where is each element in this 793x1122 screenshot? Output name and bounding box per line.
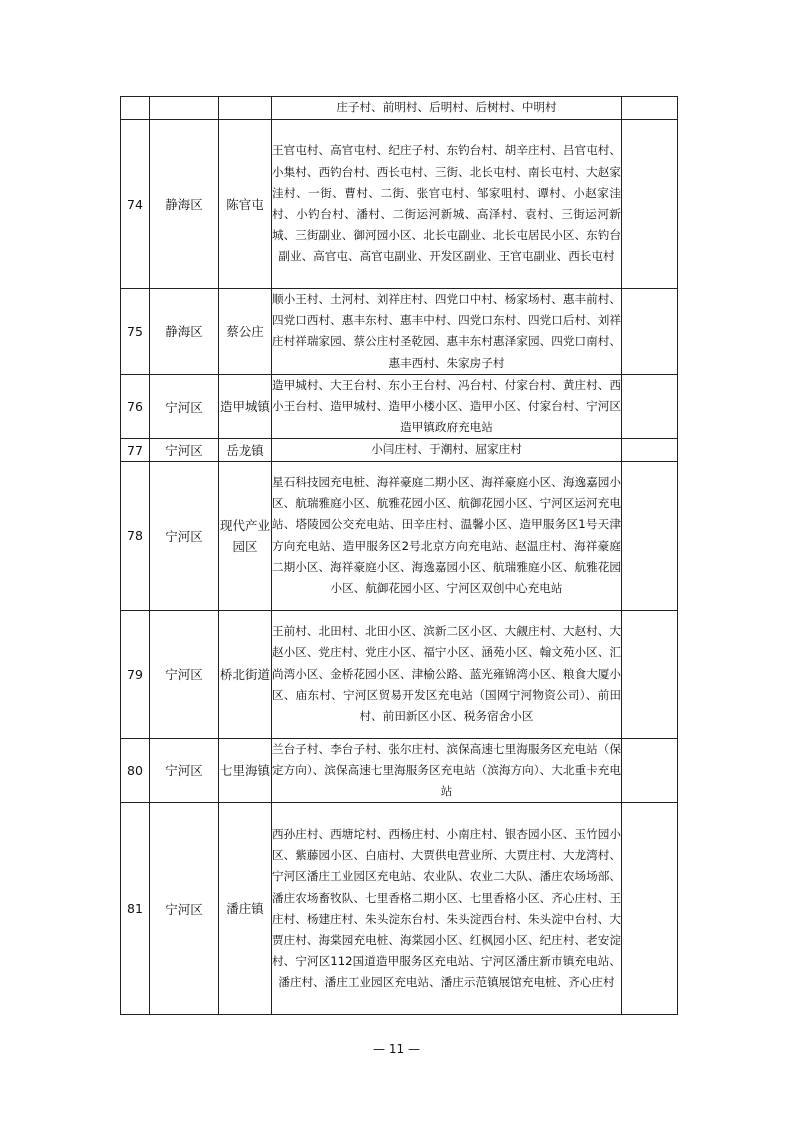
town-cell: 岳龙镇 — [219, 439, 272, 461]
row-number — [121, 97, 150, 120]
district-cell: 宁河区 — [150, 374, 219, 439]
table-row — [121, 738, 678, 803]
villages-cell: 小闫庄村、于潮村、屈家庄村 — [272, 439, 622, 461]
row-number: 78 — [121, 461, 150, 610]
table-row — [121, 374, 678, 439]
table-row — [121, 97, 678, 120]
district-cell: 宁河区 — [150, 803, 219, 1015]
row-number: 77 — [121, 439, 150, 461]
villages-cell: 王前村、北田村、北田小区、滨新二区小区、大觎庄村、大赵村、大赵小区、党庄村、党庄小区、福宁小区、涵苑小区、翰文苑小区、汇尚湾小区、金桥花园小区、津榆公路、蓝光雍锦湾小区、粮食大厦小区、庙东村、宁河区贸易开发区充电站（国网宁河物资公司）、前田村、前田新区小区、税务宿舍小区 — [272, 610, 622, 738]
row-number: 79 — [121, 610, 150, 738]
villages-cell: 星石科技园充电桩、海祥豪庭二期小区、海祥豪庭小区、海逸嘉园小区、航瑞雅庭小区、航雅花园小区、航御花园小区、宁河区运河充电站、塔陵园公交充电站、田辛庄村、温馨小区、造甲服务区1号天津方向充电站、造甲服务区2号北京方向充电站、赵温庄村、海祥豪庭二期小区、海祥豪庭小区、海逸嘉园小区、航瑞雅庭小区、航雅花园小区、航御花园小区、宁河区双创中心充电站 — [272, 461, 622, 610]
district-cell: 宁河区 — [150, 738, 219, 803]
empty-cell — [622, 120, 678, 289]
table-row — [121, 120, 678, 289]
page-number: — 11 — — [373, 1042, 420, 1056]
villages-cell: 兰台子村、李台子村、张尔庄村、滨保高速七里海服务区充电站（保定方向）、滨保高速七里海服务区充电站（滨海方向）、大北重卡充电站 — [272, 738, 622, 803]
empty-cell — [622, 289, 678, 375]
row-number: 80 — [121, 738, 150, 803]
empty-cell — [622, 374, 678, 439]
table-row — [121, 289, 678, 375]
district-cell: 静海区 — [150, 120, 219, 289]
town-cell: 潘庄镇 — [219, 803, 272, 1015]
town-cell: 七里海镇 — [219, 738, 272, 803]
district-cell: 静海区 — [150, 289, 219, 375]
empty-cell — [622, 803, 678, 1015]
district-cell: 宁河区 — [150, 439, 219, 461]
row-number: 76 — [121, 374, 150, 439]
villages-cell: 造甲城村、大王台村、东小王台村、冯台村、付家台村、黄庄村、西小王台村、造甲城村、造甲小楼小区、造甲小区、付家台村、宁河区造甲镇政府充电站 — [272, 374, 622, 439]
table-row — [121, 803, 678, 1015]
town-cell — [219, 97, 272, 120]
villages-cell: 顺小王村、土河村、刘祥庄村、四党口中村、杨家场村、惠丰前村、四党口西村、惠丰东村、惠丰中村、四党口东村、四党口后村、刘祥庄村祥瑞家园、蔡公庄村圣乾园、惠丰东村惠泽家园、四党口南村、惠丰西村、朱家房子村 — [272, 289, 622, 375]
table-row — [121, 439, 678, 461]
district-cell — [150, 97, 219, 120]
villages-cell: 王官屯村、高官屯村、纪庄子村、东钓台村、胡辛庄村、吕官屯村、小集村、西钓台村、西长屯村、三街、北长屯村、南长屯村、大赵家洼村、一街、曹村、二街、张官屯村、邹家咀村、谭村、小赵家洼村、小钓台村、潘村、二街运河新城、高泽村、袁村、三街运河新城、三街副业、御河园小区、北长屯副业、北长屯居民小区、东钓台副业、高官屯、高官屯副业、开发区副业、王官屯副业、西长屯村 — [272, 120, 622, 289]
table-row — [121, 461, 678, 610]
district-cell: 宁河区 — [150, 610, 219, 738]
empty-cell — [622, 610, 678, 738]
town-cell: 现代产业园区 — [219, 461, 272, 610]
row-number: 75 — [121, 289, 150, 375]
town-cell: 蔡公庄 — [219, 289, 272, 375]
table-row — [121, 610, 678, 738]
district-cell: 宁河区 — [150, 461, 219, 610]
town-cell: 陈官屯 — [219, 120, 272, 289]
empty-cell — [622, 439, 678, 461]
row-number: 74 — [121, 120, 150, 289]
empty-cell — [622, 97, 678, 120]
empty-cell — [622, 738, 678, 803]
town-cell: 造甲城镇 — [219, 374, 272, 439]
village-table — [120, 96, 678, 1015]
row-number: 81 — [121, 803, 150, 1015]
villages-cell: 庄子村、前明村、后明村、后树村、中明村 — [272, 97, 622, 120]
empty-cell — [622, 461, 678, 610]
town-cell: 桥北街道 — [219, 610, 272, 738]
villages-cell: 西孙庄村、西塘坨村、西杨庄村、小南庄村、银杏园小区、玉竹园小区、紫藤园小区、白庙村、大贾供电营业所、大贾庄村、大龙湾村、宁河区潘庄工业园区充电站、农业队、农业二大队、潘庄农场场部、潘庄农场畜牧队、七里香格二期小区、七里香格小区、齐心庄村、王庄村、杨建庄村、朱头淀东台村、朱头淀西台村、朱头淀中台村、大贾庄村、海棠园充电桩、海棠园小区、红枫园小区、纪庄村、老安淀村、宁河区112国道造甲服务区充电站、宁河区潘庄新市镇充电站、潘庄村、潘庄工业园区充电站、潘庄示范镇展馆充电桩、齐心庄村 — [272, 803, 622, 1015]
